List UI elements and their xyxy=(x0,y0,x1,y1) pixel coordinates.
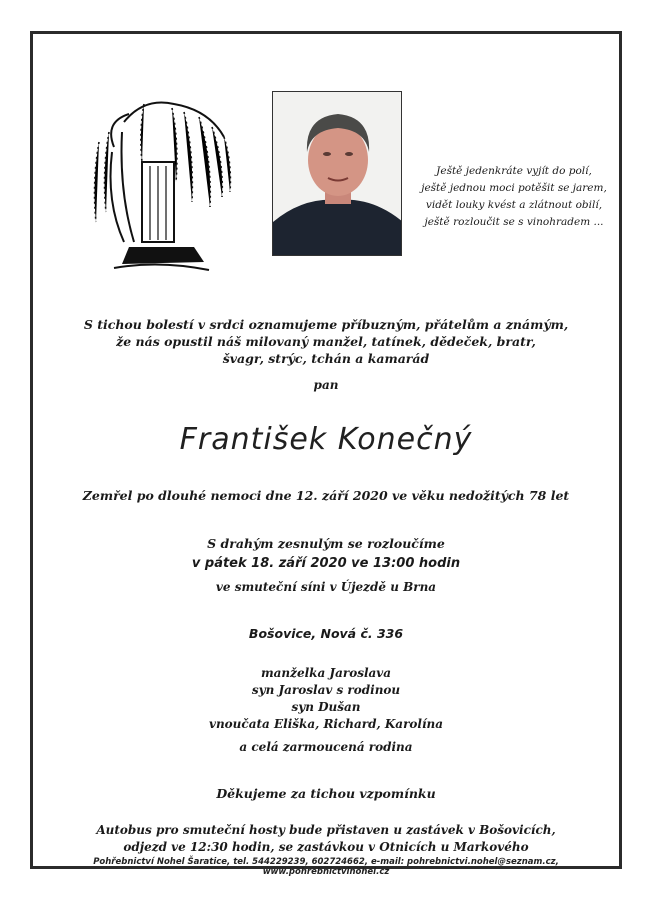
deceased-name: František Konečný xyxy=(179,422,473,457)
farewell-place: ve smuteční síni v Újezdě u Brna xyxy=(215,580,437,594)
family-closing: a celá zarmoucená rodina xyxy=(239,740,413,754)
mourner: vnoučata Eliška, Richard, Karolína xyxy=(208,717,444,731)
poem-line: ještě jednou moci potěšit se jarem, xyxy=(421,182,607,194)
mourners-list xyxy=(30,665,622,733)
honorific: pan xyxy=(313,378,339,392)
poem xyxy=(414,163,614,231)
announcement-line: švagr, strýc, tchán a kamarád xyxy=(222,351,430,366)
bus-line: odjezd ve 12:30 hodin, se zastávkou v Otnicích u Markového xyxy=(123,840,529,854)
willow-tree-icon xyxy=(84,92,234,276)
thanks: Děkujeme za tichou vzpomínku xyxy=(216,786,436,801)
mourner: manželka Jaroslava xyxy=(260,666,392,680)
announcement xyxy=(30,316,622,367)
bus-line: Autobus pro smuteční hosty bude přistaven u zastávek v Bošovicích, xyxy=(96,823,556,837)
poem-line: vidět louky kvést a zlátnout obilí, xyxy=(425,199,603,211)
death-notice: Zemřel po dlouhé nemoci dne 12. září 2020 ve věku nedožitých 78 let xyxy=(82,488,570,503)
poem-line: Ještě jedenkráte vyjít do polí, xyxy=(436,165,592,177)
announcement-line: že nás opustil náš milovaný manžel, tatínek, dědeček, bratr, xyxy=(116,334,536,349)
announcement-line: S tichou bolestí v srdci oznamujeme příbuzným, přátelům a známým, xyxy=(83,317,569,332)
portrait-photo xyxy=(272,91,402,256)
mourner: syn Jaroslav s rodinou xyxy=(251,683,401,697)
bus-info xyxy=(30,822,622,856)
mourner: syn Dušan xyxy=(291,700,361,714)
poem-line: ještě rozloučit se s vinohradem ... xyxy=(424,216,604,228)
farewell-datetime: v pátek 18. září 2020 ve 13:00 hodin xyxy=(191,556,461,571)
home-address: Bošovice, Nová č. 336 xyxy=(248,626,404,641)
undertaker-contact: Pohřebnictví Nohel Šaratice, tel. 544229239, 602724662, e-mail: pohrebnictvi.nohel@seznam.cz, www.pohrebnictvinohel.cz xyxy=(93,857,559,877)
farewell-intro: S drahým zesnulým se rozloučíme xyxy=(207,536,445,551)
